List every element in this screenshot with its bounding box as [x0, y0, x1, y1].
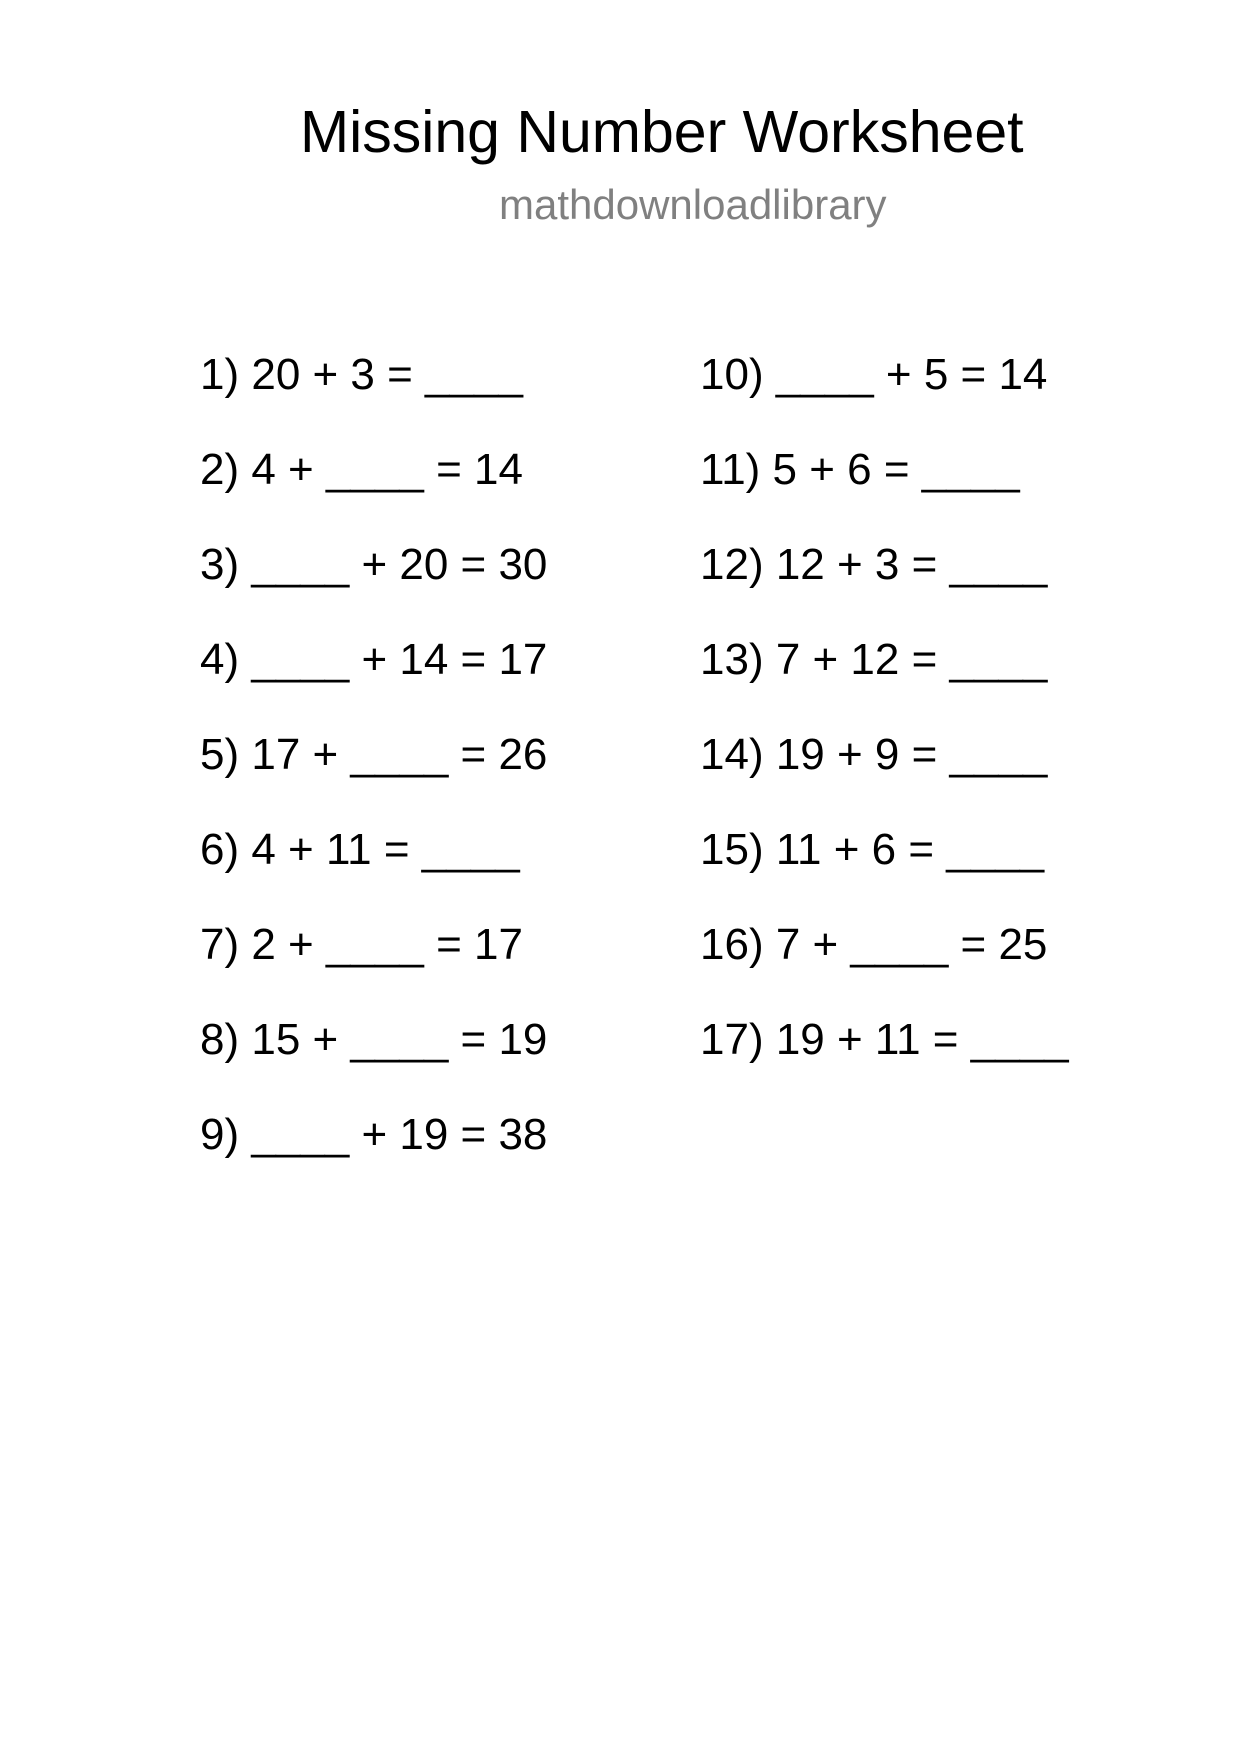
problem-13: 13) 7 + 12 = ____ [700, 635, 1048, 684]
problem-17: 17) 19 + 11 = ____ [700, 1015, 1069, 1064]
worksheet-title: Missing Number Worksheet [300, 99, 1024, 165]
problem-6: 6) 4 + 11 = ____ [200, 825, 520, 874]
problem-15: 15) 11 + 6 = ____ [700, 825, 1045, 874]
problems-left-column [200, 350, 547, 1205]
problem-3: 3) ____ + 20 = 30 [200, 540, 548, 589]
problem-4: 4) ____ + 14 = 17 [200, 635, 548, 684]
problem-8: 8) 15 + ____ = 19 [200, 1015, 548, 1064]
problem-9: 9) ____ + 19 = 38 [200, 1110, 548, 1159]
problem-1: 1) 20 + 3 = ____ [200, 350, 523, 399]
problem-12: 12) 12 + 3 = ____ [700, 540, 1048, 589]
problem-7: 7) 2 + ____ = 17 [200, 920, 523, 969]
problem-2: 2) 4 + ____ = 14 [200, 445, 523, 494]
problems-right-column [700, 350, 1069, 1110]
problem-10: 10) ____ + 5 = 14 [700, 350, 1048, 399]
problem-14: 14) 19 + 9 = ____ [700, 730, 1048, 779]
problem-5: 5) 17 + ____ = 26 [200, 730, 548, 779]
worksheet-subtitle: mathdownloadlibrary [499, 181, 887, 228]
problem-11: 11) 5 + 6 = ____ [700, 445, 1020, 494]
problem-16: 16) 7 + ____ = 25 [700, 920, 1048, 969]
